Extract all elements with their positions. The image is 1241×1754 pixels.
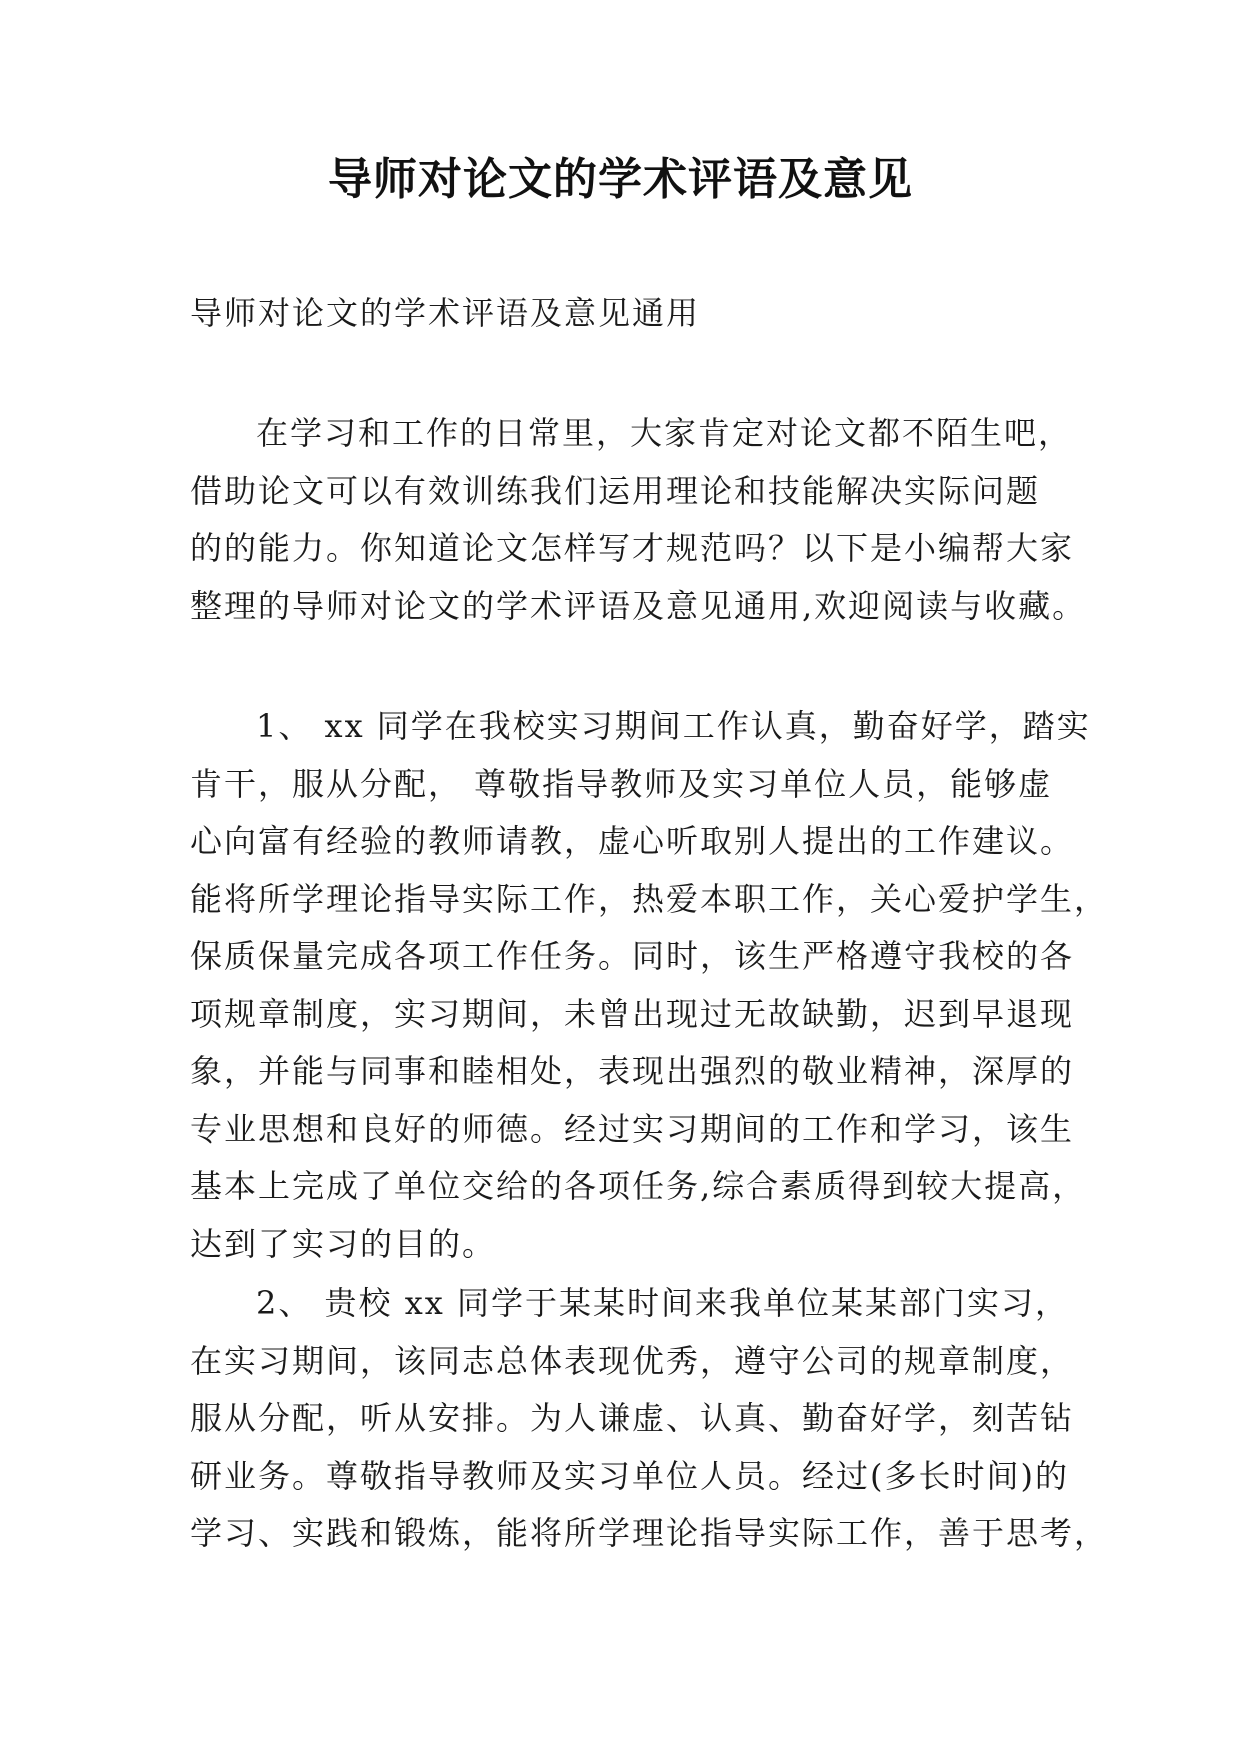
document-subtitle: 导师对论文的学术评语及意见通用 xyxy=(190,294,701,332)
paragraph-line: 2、 贵校 xx 同学于某某时间来我单位某某部门实习， xyxy=(256,1284,1069,1322)
paragraph-line: 在学习和工作的日常里，大家肯定对论文都不陌生吧， xyxy=(256,414,1073,452)
paragraph-item-2 xyxy=(190,1275,1109,1563)
paragraph-line: 1、 xx 同学在我校实习期间工作认真，勤奋好学，踏实 xyxy=(256,707,1091,745)
paragraph-line: 服从分配，听从安排。为人谦虚、认真、勤奋好学，刻苦钻 xyxy=(190,1399,1075,1437)
paragraph-item-1 xyxy=(190,698,1109,1273)
paragraph-line: 心向富有经验的教师请教，虚心听取别人提出的工作建议。 xyxy=(190,822,1075,860)
paragraph-line: 保质保量完成各项工作任务。同时，该生严格遵守我校的各 xyxy=(190,937,1075,975)
paragraph-line: 肯干，服从分配， 尊敬指导教师及实习单位人员，能够虚 xyxy=(190,764,1053,803)
document-title: 导师对论文的学术评语及意见 xyxy=(328,154,913,205)
paragraph-line: 整理的导师对论文的学术评语及意见通用,欢迎阅读与收藏。 xyxy=(190,586,1087,625)
paragraph-line: 达到了实习的目的。 xyxy=(190,1224,497,1263)
paragraph-line: 借助论文可以有效训练我们运用理论和技能解决实际问题 xyxy=(190,471,1041,510)
paragraph-line: 项规章制度，实习期间，未曾出现过无故缺勤，迟到早退现 xyxy=(190,994,1075,1033)
paragraph-intro xyxy=(190,405,1087,635)
paragraph-line: 在实习期间，该同志总体表现优秀，遵守公司的规章制度， xyxy=(190,1341,1075,1380)
paragraph-line: 学习、实践和锻炼，能将所学理论指导实际工作，善于思考， xyxy=(190,1514,1109,1552)
paragraph-line: 象，并能与同事和睦相处，表现出强烈的敬业精神，深厚的 xyxy=(190,1052,1075,1090)
paragraph-line: 研业务。尊敬指导教师及实习单位人员。经过(多长时间)的 xyxy=(190,1456,1069,1495)
paragraph-line: 的的能力。你知道论文怎样写才规范吗？以下是小编帮大家 xyxy=(190,529,1075,567)
paragraph-line: 专业思想和良好的师德。经过实习期间的工作和学习，该生 xyxy=(190,1109,1075,1148)
paragraph-line: 能将所学理论指导实际工作，热爱本职工作，关心爱护学生， xyxy=(190,879,1109,918)
paragraph-line: 基本上完成了单位交给的各项任务,综合素质得到较大提高， xyxy=(190,1167,1087,1205)
